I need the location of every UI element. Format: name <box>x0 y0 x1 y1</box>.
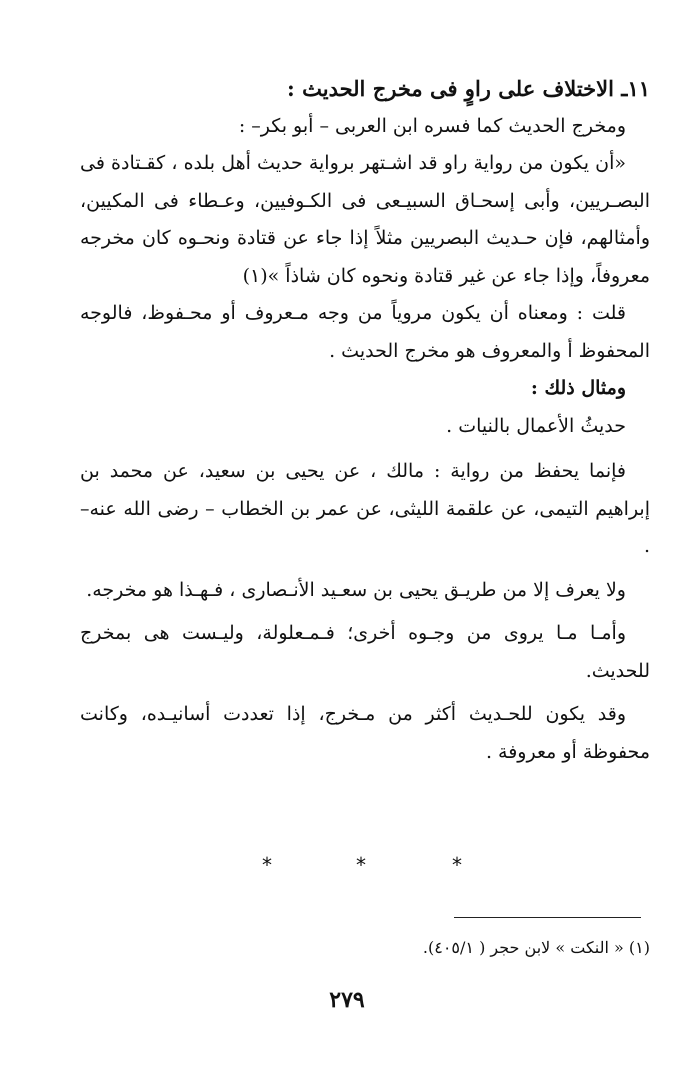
comment-paragraph: قلت : ومعناه أن يكون مروياً من وجه مـعروف أو محـفوظ، فالوجه المحفوظ أ والمعروف هو مخرج الحديث . <box>80 302 650 362</box>
multiple-paragraph: وقد يكون للحـديث أكثر من مـخرج، إذا تعددت أسانيـده، وكانت محفوظة أو معروفة . <box>80 703 650 763</box>
quote-text: «أن يكون من رواية راو قد اشـتهر برواية حديث أهل بلده ، كقـتادة فى البصـريين، وأبى إسحـاق السبيـعى فى الكـوفيين، وعـطاء فى المكيين، وأمثالهم، فإن حـديث البصريين مثلاً إذا جاء عن قتادة ونحـوه كان مخرجه معروفاً، وإذا جاء عن غير قتادة ونحوه كان شاذاً » <box>80 152 650 287</box>
page-number: ٢٧٩ <box>329 987 365 1013</box>
separator-star: * <box>262 853 272 877</box>
example-label: ومثال ذلك : <box>530 377 626 399</box>
main-text <box>80 70 650 771</box>
other-ways-paragraph: وأمـا مـا يروى من وجـوه أخرى؛ فـمـعلولة، وليـست هى بمخرج للحديث. <box>80 622 650 682</box>
example-title: حديثُ الأعمال بالنيات . <box>446 414 626 437</box>
section-separator <box>0 850 694 880</box>
separator-star: * <box>356 853 366 877</box>
separator-star: * <box>452 853 462 877</box>
intro-paragraph: ومخرج الحديث كما فسره ابن العربى – أبو بكر– : <box>238 114 626 137</box>
footnote-divider <box>454 917 641 918</box>
section-heading: ١١ـ الاختلاف على راوٍ فى مخرج الحديث : <box>287 76 650 101</box>
known-only-paragraph: ولا يعرف إلا من طريـق يحيى بن سعـيد الأنـصارى ، فـهـذا هو مخرجه. <box>86 578 626 601</box>
footnote: (١) « النكت » لابن حجر ( ٤٠٥/١). <box>422 938 650 957</box>
narration-paragraph: فإنما يحفظ من رواية : مالك ، عن يحيى بن سعيد، عن محمد بن إبراهيم التيمى، عن علقمة الليثى، عن عمر بن الخطاب – رضى الله عنه– . <box>80 460 650 557</box>
quote-footnote-ref: (١) <box>242 264 268 287</box>
quote-paragraph <box>80 145 650 295</box>
